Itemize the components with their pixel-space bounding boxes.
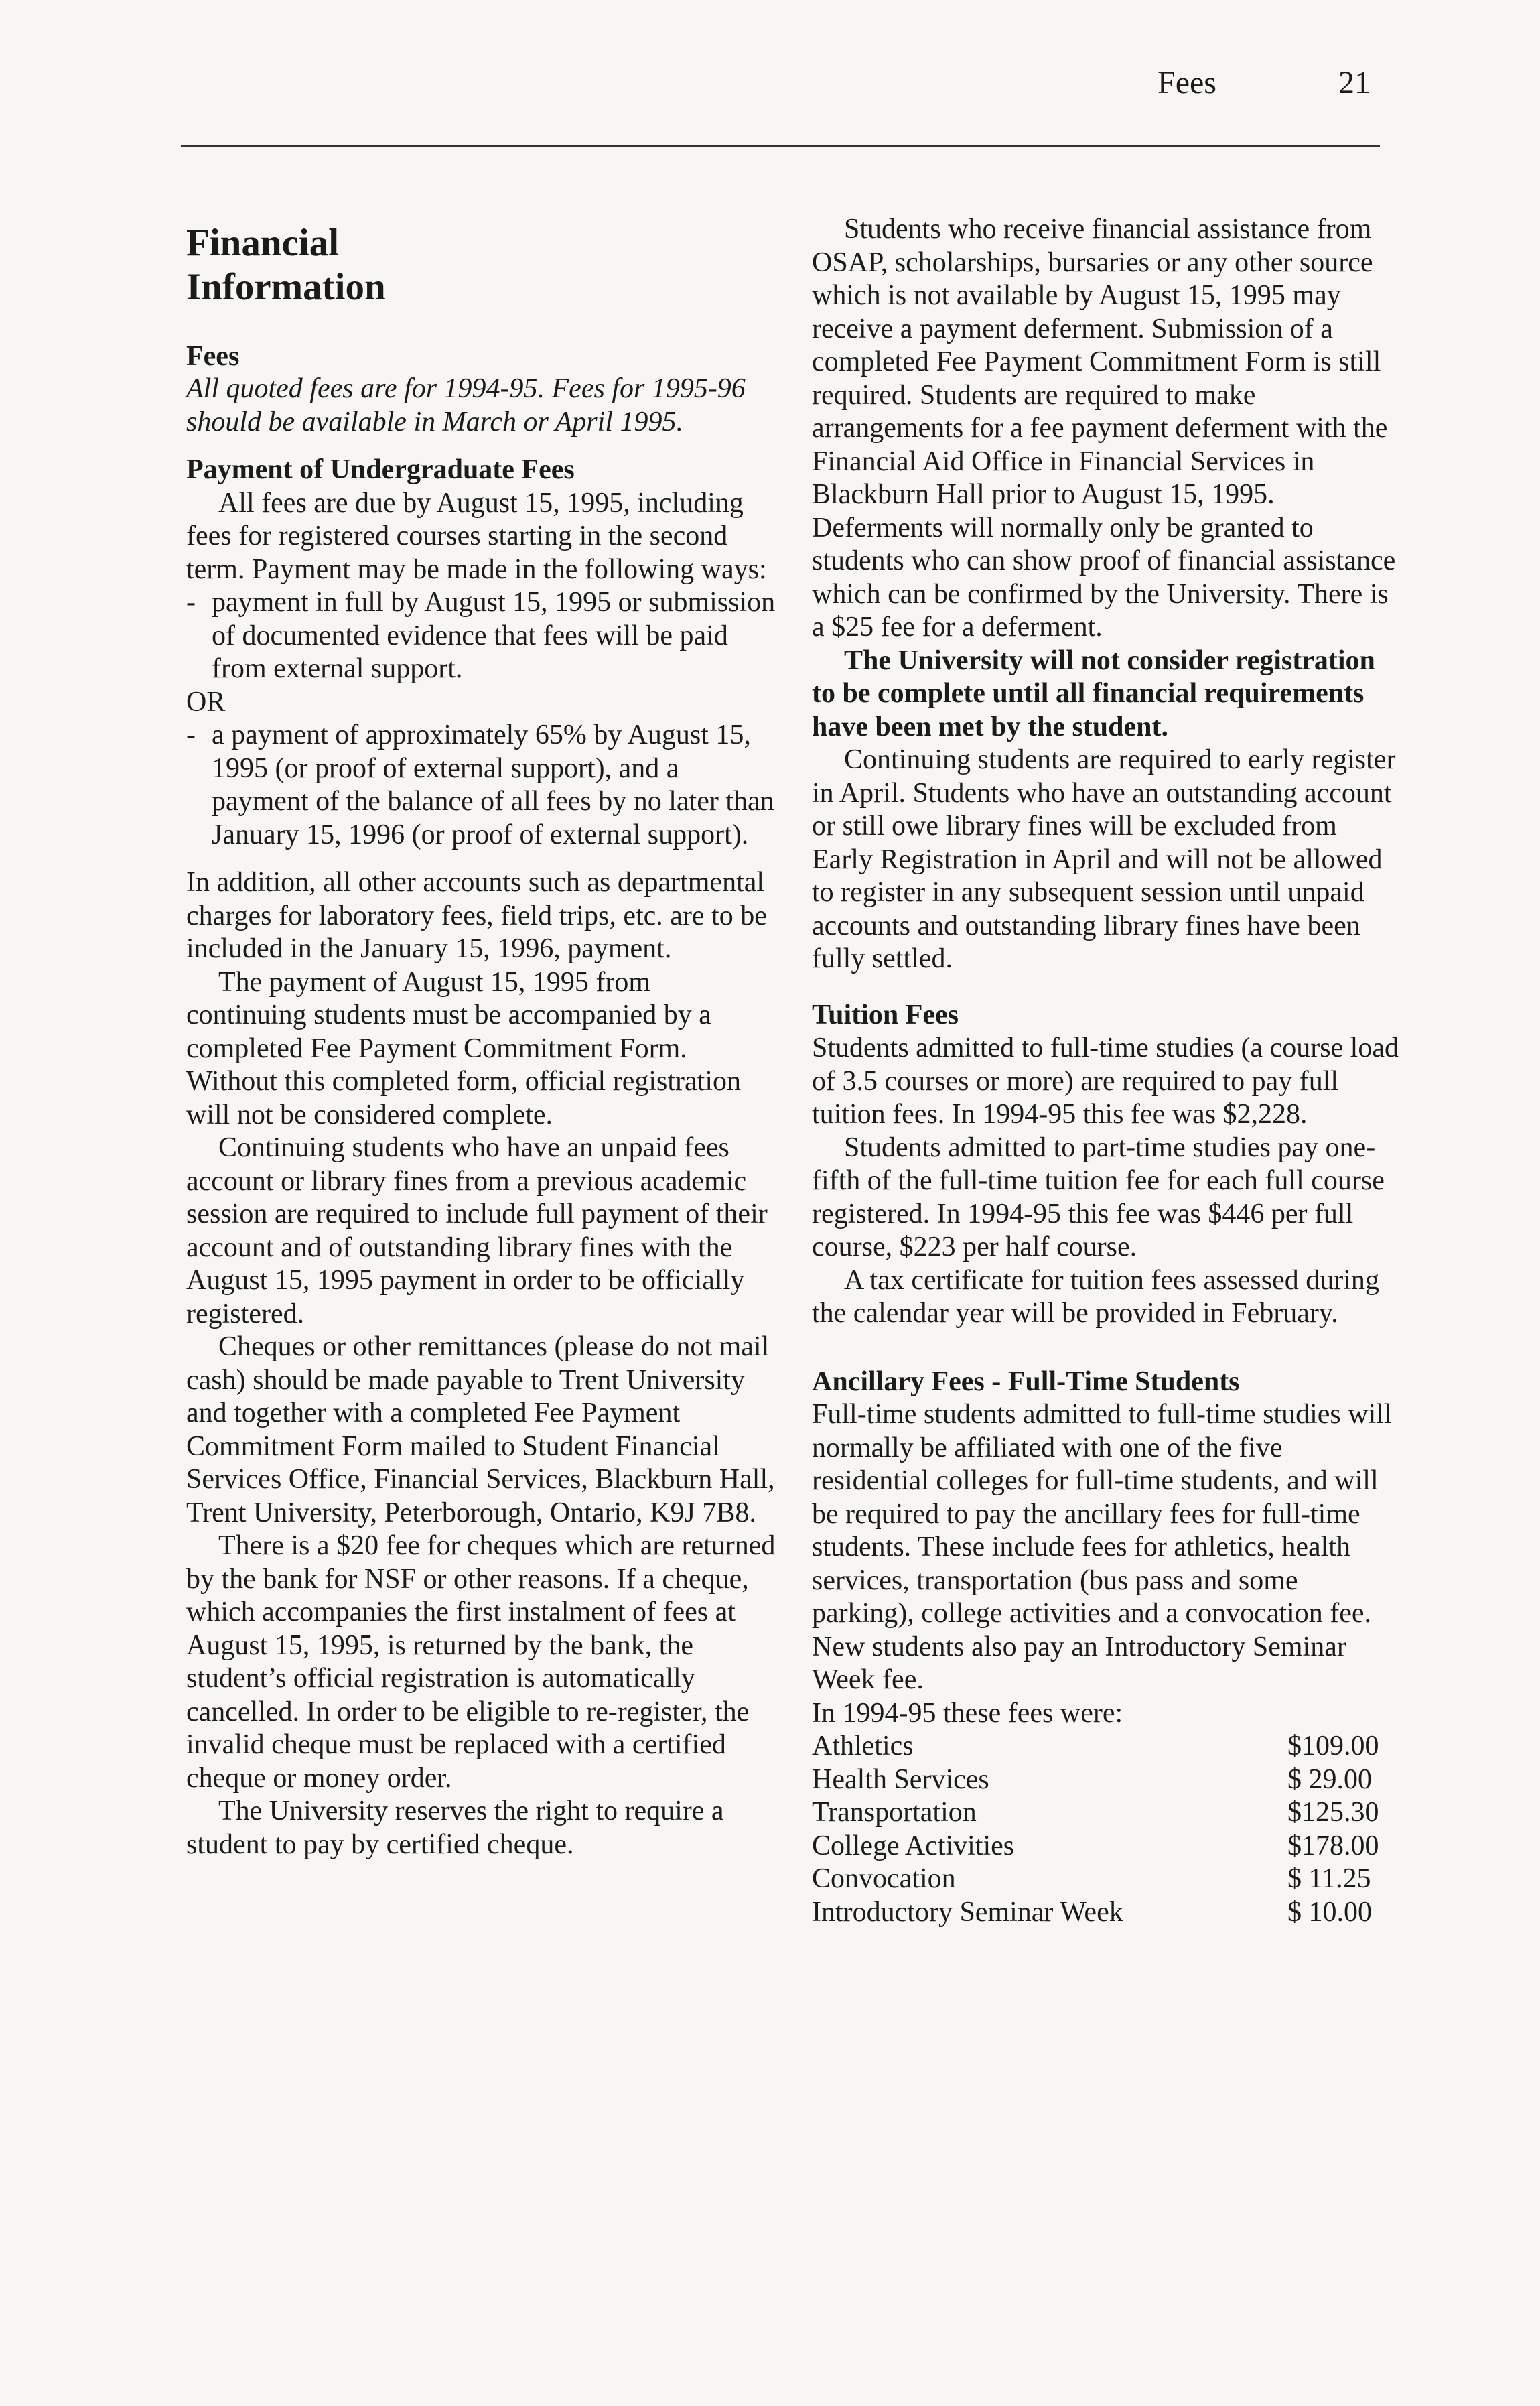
fee-amount: $109.00 [1287, 1731, 1379, 1761]
fees-heading: Fees [186, 341, 240, 372]
payment-option-2-text: a payment of approximately 65% by August 15, 1995 (or proof of external support), and a payment of the balance of all fees by no later than January 15, 1996 (or proof of external support). [212, 720, 774, 850]
right-column [812, 213, 1401, 1929]
fee-row [812, 1863, 1401, 1896]
header-rule [181, 145, 1380, 147]
cheques-paragraph: Cheques or other remittances (please do not mail cash) should be made payable to Trent University and together with a completed Fee Payment Commitment Form mailed to Student Financial Services Office, Financial Services, Blackburn Hall, Trent University, Peterborough, Ontario, K9J 7B8. [186, 1331, 775, 1528]
fee-row [812, 1763, 1401, 1797]
commitment-form-paragraph: The payment of August 15, 1995 from continuing students must be accompanied by a completed Fee Payment Commitment Form. Without this completed form, official registration will not be considered complete. [186, 966, 742, 1130]
page-number: 21 [1338, 65, 1371, 101]
tuition-parttime-paragraph: Students admitted to part-time studies pay one-fifth of the full-time tuition fee for each full course registered. In 1994-95 this fee was $446 per full course, $223 per half course. [812, 1132, 1385, 1262]
fee-amount: $ 10.00 [1287, 1896, 1372, 1928]
certified-cheque-paragraph: The University reserves the right to require a student to pay by certified cheque. [186, 1796, 724, 1860]
fees-intro: In 1994-95 these fees were: [812, 1697, 1123, 1729]
tuition-heading: Tuition Fees [812, 999, 959, 1030]
fee-row [812, 1730, 1401, 1763]
page-title [186, 221, 776, 310]
fees-note: All quoted fees are for 1994-95. Fees for 1995-96 should be available in March or April 1995. [186, 373, 746, 438]
ancillary-heading: Ancillary Fees - Full-Time Students [812, 1365, 1240, 1397]
bullet-dash: - [186, 587, 196, 618]
fee-row [812, 1830, 1401, 1863]
ancillary-paragraph: Full-time students admitted to full-time studies will normally be affiliated with one of the five residential colleges for full-time students, and will be required to pay the ancillary fees for full-time students. These include fees for athletics, health services, transportation (bus pass and some parking), college activities and a convocation fee. New students also pay an Introductory Seminar Week fee. [812, 1399, 1392, 1695]
other-accounts-paragraph: In addition, all other accounts such as departmental charges for laboratory fees, field trips, etc. are to be included in the January 15, 1996, payment. [186, 867, 767, 964]
fee-name: Convocation [812, 1863, 956, 1894]
payment-option-1-text: payment in full by August 15, 1995 or submission of documented evidence that fees will be paid from external support. [212, 587, 776, 684]
page-title-line1: Financial [186, 222, 340, 264]
payment-option-2 [186, 719, 776, 852]
registration-notice: The University will not consider registration to be complete until all financial requirements have been met by the student. [812, 645, 1375, 742]
fee-amount: $178.00 [1287, 1830, 1379, 1861]
payment-heading: Payment of Undergraduate Fees [186, 454, 575, 485]
fee-amount: $ 11.25 [1287, 1863, 1371, 1894]
payment-option-1 [186, 586, 776, 686]
fee-amount: $ 29.00 [1287, 1763, 1372, 1795]
fee-name: College Activities [812, 1830, 1015, 1861]
bullet-dash: - [186, 720, 196, 750]
or-separator: OR [186, 686, 226, 718]
deferment-paragraph: Students who receive financial assistance from OSAP, scholarships, bursaries or any other source which is not available by August 15, 1995 may receive a payment deferment. Submission of a completed Fee Payment Commitment Form is still required. Students are required to make arrangements for a fee payment deferment with the Financial Aid Office in Financial Services in Blackburn Hall prior to August 15, 1995. Deferments will normally only be granted to students who can show proof of financial assistance which can be confirmed by the University. There is a $25 fee for a deferment. [812, 214, 1396, 643]
fee-name: Transportation [812, 1797, 977, 1828]
tuition-fulltime-paragraph: Students admitted to full-time studies (a course load of 3.5 courses or more) are required to pay full tuition fees. In 1994-95 this fee was $2,228. [812, 1032, 1399, 1130]
payment-paragraph: All fees are due by August 15, 1995, including fees for registered courses starting in the second term. Payment may be made in the following ways: [186, 487, 767, 585]
ancillary-fees-table [812, 1730, 1401, 1929]
fee-name: Health Services [812, 1763, 989, 1795]
fee-name: Athletics [812, 1731, 914, 1761]
fee-row [812, 1796, 1401, 1830]
tax-certificate-paragraph: A tax certificate for tuition fees assessed during the calendar year will be provided in February. [812, 1264, 1379, 1329]
nsf-paragraph: There is a $20 fee for cheques which are returned by the bank for NSF or other reasons. If a cheque, which accompanies the first instalment of fees at August 15, 1995, is returned by the bank, the student’s official registration is automatically cancelled. In order to be eligible to re-register, the invalid cheque must be replaced with a certified cheque or money order. [186, 1530, 776, 1794]
unpaid-fees-paragraph: Continuing students who have an unpaid fees account or library fines from a previous academic session are required to include full payment of their account and of outstanding library fines with the August 15, 1995 payment in order to be officially registered. [186, 1132, 768, 1329]
fee-row [812, 1896, 1401, 1930]
page-title-line2: Information [186, 266, 386, 308]
left-column [186, 221, 776, 1861]
fee-name: Introductory Seminar Week [812, 1896, 1123, 1928]
running-header-section: Fees [1158, 65, 1216, 101]
early-registration-paragraph: Continuing students are required to early register in April. Students who have an outstanding account or still owe library fines will be excluded from Early Registration in April and will not be allowed to register in any subsequent session until unpaid accounts and outstanding library fines have been fully settled. [812, 744, 1396, 974]
fee-amount: $125.30 [1287, 1797, 1379, 1828]
